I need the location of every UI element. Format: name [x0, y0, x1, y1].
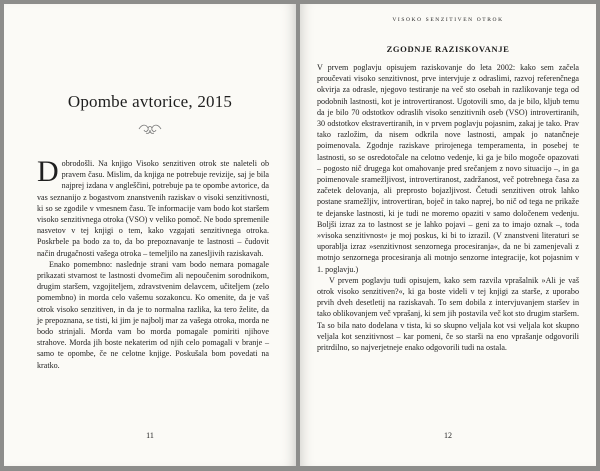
- section-title: ZGODNJE RAZISKOVANJE: [386, 44, 510, 54]
- flourish-ornament-icon: [137, 122, 163, 136]
- left-body-text: [37, 155, 269, 371]
- page-number-left: 11: [146, 431, 154, 440]
- page-number-right: 12: [444, 431, 452, 440]
- chapter-title: Opombe avtorice, 2015: [67, 92, 233, 111]
- drop-cap: D: [37, 155, 59, 188]
- running-head: VISOKO SENZITIVEN OTROK: [392, 17, 504, 23]
- right-page: [300, 4, 596, 466]
- right-body-text: [317, 62, 579, 353]
- paragraph-2: Enako pomembno: naslednje strani vam bodo nemara pomagale prikazati stvarnost te lastnosti dvomečim ali nepoučenim sorodnikom, drugim staršem, vzgojiteljem, zdravstvenim delavcem, učiteljem (zelo pomembno) in morda celo vašemu sozakoncu. Ko omenite, da je vaš otrok visoko senzitiven, in da je to normalna razlika, ka tero želite, da je prepoznana, se tisti, ki jim je najbolj mar za vašega otroka, morda ne bodo strinjali. Morda vam bo morda pomagale pomiriti njihove strahove. Morda jih boste nekaterim od njih celo pomagali v branje – samo te opombe, če ne celotne knjige. Poskušala bom povedati na kratko.: [37, 259, 269, 370]
- paragraph-2: V prvem poglavju tudi opisujem, kako sem razvila vprašalnik »Ali je vaš otrok visoko senzitiven?«, ki ga boste videli v tej knjigi za starše, z uporabo prvih dveh desetletij na raziskavah. To sem dobila z intervjuvanjem staršev in tako oblikovanjem več vprašanj, ki sem jih postavila več kot sto drugim staršem. Ta so bila nato dodelana v tista, ki so skupno veljala kot vsi veljala kot skupno veljala kot senzitivnost – kar pomeni, če so starši na eno vprašanje odgovorili pritrdilno, so najverjetneje enako odgovorili tudi na ostala.: [317, 275, 579, 353]
- paragraph-1: Dobrodošli. Na knjigo Visoko senzitiven otrok ste naleteli ob pravem času. Mislim, da knjiga ne potrebuje revizije, saj je bila najprej izdana v angleščini, potrebuje pa te opombe avtorice, da vas seznanijo z bogastvom znanstvenih raziskav o visoki senzitivnosti, ki so se zgodile v vmesnem času. Te informacije vam bodo kot staršem visoko senzitivnega otroka (VSO) v veliko pomoč. Ne bodo spremenile nasvetov v tej knjigi o tem, kako vzgajati senzitivnega otroka. Poskrbele pa bodo za to, da bo prepoznavanje te lastnosti – čudovit način drugačnosti vašega otroka – temeljilo na zanesljivih raziskavah.: [37, 155, 269, 258]
- left-page: [4, 4, 296, 466]
- paragraph-1: V prvem poglavju opisujem raziskovanje do leta 2002: kako sem začela proučevati visoko senzitivnost, prve intervjuje z odraslimi, razvoj referenčnega okvirja za odrasle, njegovo testiranje na več sto osebah in razlikovanje tega od podobnih lastnosti, kot je introvertiranost. Ugotovili smo, da je bilo, kljub temu da je bilo 70 odstotkov odraslih visoko senzitivnih oseb (VSO) introvertiranih, 30 odstotkov ekstravertiranih, in v prvem poglavju pojasnim, zakaj je tako. Prav tako razložim, da nisem odkrila nove lastnosti, ampak jo natančneje poimenovala. Zgodnje raziskave prirojenega temperamenta, in posebej te lastnosti, so se osredotočale na celotno vedenje, ki ga je bilo mogoče opazovati – pogosto nič drugega kot omahovanje pred srečanjem z novo situacijo –, in ga poimenovale sramežljivost, introvertiranost, zadržanost, več potrebnega časa za začetek delovanja, ali preprosto bojazljivost. Četudi senzitiven otrok lahko postane sramežljiv, introvertiran, boječ in tako naprej, bo nič od tega ne prikaže te dejanske lastnosti, ki je tudi ne moremo opaziti v samo določenem vedenju. Boljši izraz za to lastnost se je lahko pojavi – geni za to imajo oznak –, toda »visoka senzitivnost« je moj poskus, ki bi to izrazil. (V znanstveni literaturi se uporablja izraz »senzitivnost senzornega procesiranja«, da ne bi zamenjevali z motnjo senzornega procesiranja ali motnjo senzorne integracije, kot pojasnim v 1. poglavju.): [317, 63, 579, 274]
